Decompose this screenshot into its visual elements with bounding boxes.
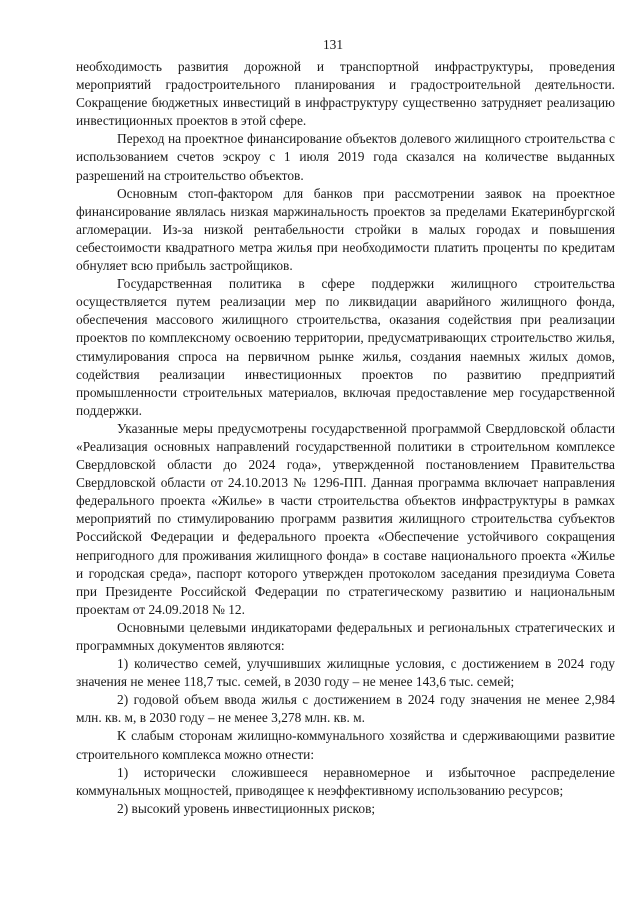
list-item-housing-volume: 2) годовой объем ввода жилья с достижением в 2024 году значения не менее 2,984 млн. кв. м, в 2030 году – не менее 3,278 млн. кв. м.	[76, 692, 615, 726]
page-number: 131	[322, 37, 344, 52]
paragraph-state-policy: Государственная политика в сфере поддержки жилищного строительства осуществляется путем реализации мер по ликвидации аварийного жилищного фонда, обеспечения массового жилищного строительства, оказания содействия при реализации проектов по комплексному освоению территории, предусматривающих строительство жилья, стимулирования спроса на первичном рынке жилья, создания наемных жилых домов, содействия реализации инвестиционных проектов по развитию предприятий промышленности строительных материалов, включая предоставление мер государственной поддержки.	[76, 276, 615, 418]
paragraph-weaknesses: К слабым сторонам жилищно-коммунального хозяйства и сдерживающими развитие строительного комплекса можно отнести:	[76, 728, 615, 762]
paragraph-target-indicators: Основными целевыми индикаторами федеральных и региональных стратегических и программных документов являются:	[76, 619, 615, 653]
paragraph-stop-factor: Основным стоп-фактором для банков при рассмотрении заявок на проектное финансирование являлась низкая маржинальность проектов за пределами Екатеринбургской агломерации. Из-за низкой рентабельности стройки в малых городах и повышения себестоимости квадратного метра жилья при необходимости платить проценты по кредитам обнуляет всю прибыль застройщиков.	[76, 185, 615, 274]
list-item-utility-capacity: 1) исторически сложившееся неравномерное и избыточное распределение коммунальных мощностей, приводящее к неэффективному использованию ресурсов;	[76, 764, 615, 798]
list-item-families: 1) количество семей, улучшивших жилищные условия, с достижением в 2024 году значения не менее 118,7 тыс. семей, в 2030 году – не менее 143,6 тыс. семей;	[76, 656, 615, 690]
paragraph-escrow-financing: Переход на проектное финансирование объектов долевого жилищного строительства с использованием счетов эскроу с 1 июля 2019 года сказался на количестве выданных разрешений на строительство объектов.	[76, 131, 615, 183]
paragraph-state-program: Указанные меры предусмотрены государственной программой Свердловской области «Реализация основных направлений государственной политики в строительном комплексе Свердловской области до 2024 года», утвержденной постановлением Правительства Свердловской области от 24.10.2013 № 1296-ПП. Данная программа включает направления федерального проекта «Жилье» в части строительства объектов инфраструктуры в рамках мероприятий по стимулированию программ развития жилищного строительства субъектов Российской Федерации и федерального проекта «Обеспечение устойчивого сокращения непригодного для проживания жилищного фонда» в составе национального проекта «Жилье и городская среда», паспорт которого утвержден протоколом заседания президиума Совета при Президенте Российской Федерации по стратегическому развитию и национальным проектам от 24.09.2018 № 12.	[76, 420, 615, 617]
paragraph-continuation: необходимость развития дорожной и транспортной инфраструктуры, проведения мероприятий градостроительного планирования и градостроительной деятельности. Сокращение бюджетных инвестиций в инфраструктуру существенно затрудняет реализацию инвестиционных проектов в этой сфере.	[76, 59, 615, 129]
list-item-investment-risks: 2) высокий уровень инвестиционных рисков;	[117, 800, 376, 816]
